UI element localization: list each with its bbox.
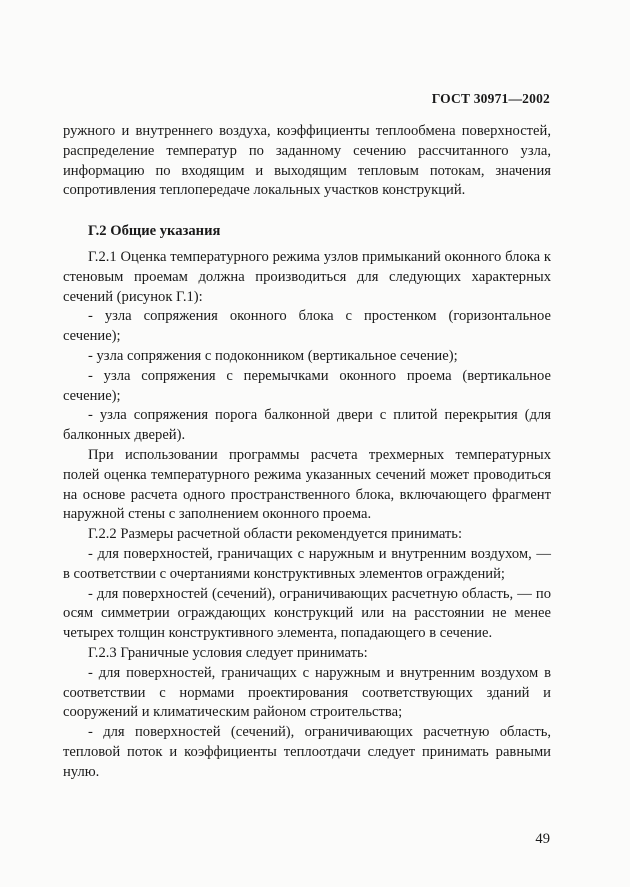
document-code-header: ГОСТ 30971—2002: [431, 91, 550, 106]
list-item: - узла сопряжения порога балконной двери с плитой перекрытия (для балконных дверей).: [63, 407, 551, 444]
paragraph-g-2-1: Г.2.1 Оценка температурного режима узлов примыканий оконного блока к стеновым проемам должна производиться для следующих характерных сечений (рисунок Г.1):: [63, 248, 551, 305]
intro-paragraph: ружного и внутреннего воздуха, коэффициенты теплообмена поверхностей, распределение температур по заданному сечению рассчитанного узла, информацию по входящим и выходящим тепловым потокам, значения сопротивления теплопередаче локальных участков конструкций.: [63, 123, 551, 199]
list-item: - для поверхностей, граничащих с наружным и внутренним воздухом, — в соответствии с очертаниями конструктивных элементов ограждений;: [63, 545, 551, 582]
paragraph-g-2-2: Г.2.2 Размеры расчетной области рекомендуется принимать:: [88, 526, 463, 543]
page-number: 49: [535, 831, 550, 847]
list-item: - узла сопряжения с перемычками оконного проема (вертикальное сечение);: [63, 367, 551, 404]
list-item: - для поверхностей (сечений), ограничивающих расчетную область, тепловой поток и коэффициенты теплоотдачи следует принимать равными нулю.: [63, 724, 551, 780]
list-item: - узла сопряжения с подоконником (вертикальное сечение);: [88, 347, 458, 364]
paragraph-g-2-3: Г.2.3 Граничные условия следует принимать:: [88, 644, 368, 661]
list-item: - узла сопряжения оконного блока с простенком (горизонтальное сечение);: [63, 308, 551, 345]
document-body: [63, 122, 551, 783]
list-item: - для поверхностей (сечений), ограничивающих расчетную область, — по осям симметрии ограждающих конструкций или на расстоянии не менее четырех толщин конструктивного элемента, попадающего в сечение.: [63, 585, 551, 642]
section-heading: Г.2 Общие указания: [88, 223, 221, 240]
paragraph-3d-calculation: При использовании программы расчета трехмерных температурных полей оценка температурного режима указанных сечений может проводиться на основе расчета одного пространственного блока, включающего фрагмент наружной стены с заполнением оконного проема.: [63, 446, 551, 523]
list-item: - для поверхностей, граничащих с наружным и внутренним воздухом в соответствии с нормами проектирования соответствующих зданий и сооружений и климатическим районом строительства;: [63, 664, 551, 721]
